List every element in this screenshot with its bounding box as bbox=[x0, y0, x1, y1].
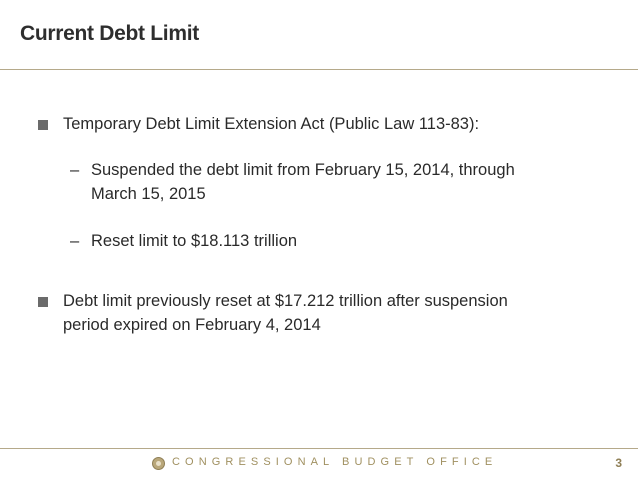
dash-bullet-icon: – bbox=[70, 161, 80, 179]
bullet-text: Temporary Debt Limit Extension Act (Public Law 113-83): bbox=[63, 115, 480, 133]
page-number: 3 bbox=[615, 456, 622, 470]
sub-item-line: Reset limit to $18.113 trillion bbox=[91, 232, 298, 250]
dash-bullet-icon: – bbox=[70, 232, 80, 250]
slide-title: Current Debt Limit bbox=[20, 22, 199, 45]
footer bbox=[0, 455, 638, 475]
sub-item-line: March 15, 2015 bbox=[91, 185, 206, 203]
agency-name: CONGRESSIONAL BUDGET OFFICE bbox=[172, 456, 498, 468]
bullet-text-line: Debt limit previously reset at $17.212 trillion after suspension bbox=[63, 292, 508, 310]
sub-item-line: Suspended the debt limit from February 15, 2014, through bbox=[91, 161, 515, 179]
cbo-seal-icon bbox=[152, 457, 165, 470]
footer-divider bbox=[0, 448, 638, 449]
square-bullet-icon bbox=[38, 297, 48, 307]
header-divider bbox=[0, 69, 638, 70]
square-bullet-icon bbox=[38, 120, 48, 130]
bullet-text-line: period expired on February 4, 2014 bbox=[63, 316, 321, 334]
